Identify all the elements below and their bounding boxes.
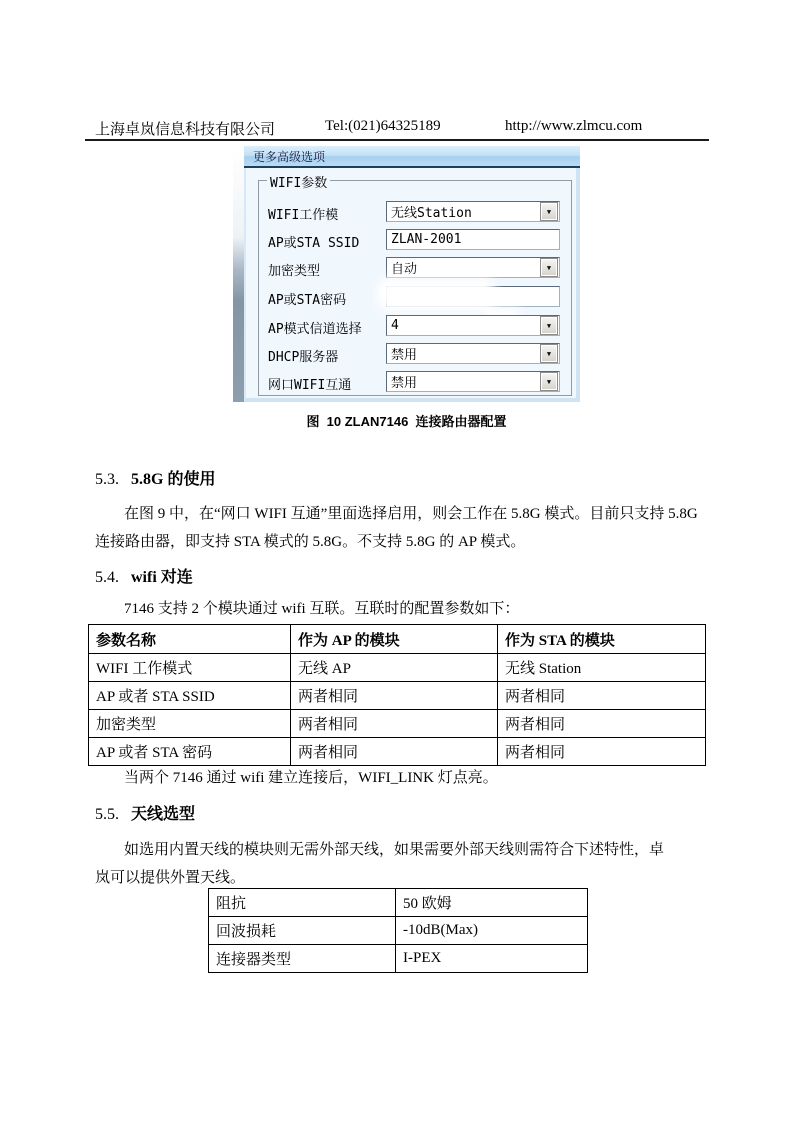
wifi-params-groupbox xyxy=(258,176,572,396)
table-row xyxy=(89,682,706,710)
dropdown-arrow-icon[interactable]: ▼ xyxy=(540,372,558,391)
dhcp-server-combobox[interactable] xyxy=(386,343,560,364)
table-cell: 阻抗 xyxy=(209,889,396,917)
combobox-value: 禁用 xyxy=(391,376,418,391)
groupbox-label: WIFI参数 xyxy=(267,172,330,191)
section-heading-5-5 xyxy=(95,801,195,824)
paragraph-line: 7146 支持 2 个模块通过 wifi 互联。互联时的配置参数如下： xyxy=(124,601,520,617)
section-number: 5.5. xyxy=(95,806,119,823)
field-row-wifi-mode xyxy=(259,201,571,223)
antenna-spec-table xyxy=(208,888,588,973)
section-title: 5.8G 的使用 xyxy=(131,471,216,488)
dropdown-arrow-icon[interactable]: ▼ xyxy=(540,202,558,221)
table-cell: 50 欧姆 xyxy=(396,889,588,917)
table-cell: AP 或者 STA SSID xyxy=(89,682,291,710)
table-row xyxy=(209,917,588,945)
table-row xyxy=(209,889,588,917)
paragraph-line: 当两个 7146 通过 wifi 建立连接后，WIFI_LINK 灯点亮。 xyxy=(124,770,498,786)
table-header-cell: 参数名称 xyxy=(89,625,291,654)
table-cell: -10dB(Max) xyxy=(396,917,588,945)
table-cell: 两者相同 xyxy=(291,710,498,738)
dialog-titlebar xyxy=(244,146,580,168)
table-cell: 回波损耗 xyxy=(209,917,396,945)
combobox-value: 自动 xyxy=(391,262,418,277)
field-label: AP模式信道选择 xyxy=(268,322,362,337)
phone-number: Tel:(021)64325189 xyxy=(325,118,441,134)
section-number: 5.3. xyxy=(95,471,119,488)
field-row-encryption xyxy=(259,257,571,279)
figure-screenshot xyxy=(233,146,580,404)
table-cell: 加密类型 xyxy=(89,710,291,738)
table-header-cell: 作为 AP 的模块 xyxy=(291,625,498,654)
encryption-combobox[interactable] xyxy=(386,257,560,278)
dialog-title: 更多高级选项 xyxy=(253,149,326,164)
table-cell: 两者相同 xyxy=(498,710,706,738)
table-row xyxy=(89,654,706,682)
field-label: DHCP服务器 xyxy=(268,350,339,365)
paragraph-line: 连接路由器，即支持 STA 模式的 5.8G。不支持 5.8G 的 AP 模式。 xyxy=(95,534,526,550)
field-label: AP或STA密码 xyxy=(268,293,347,308)
background-window-edge xyxy=(233,148,244,402)
password-blur-overlay xyxy=(377,278,495,311)
table-cell: 连接器类型 xyxy=(209,945,396,973)
field-row-channel xyxy=(259,315,571,337)
section-title: 天线选型 xyxy=(131,806,196,823)
section-heading-5-4 xyxy=(95,564,193,587)
section-number: 5.4. xyxy=(95,569,119,586)
combobox-value: 4 xyxy=(391,318,399,333)
combobox-value: 禁用 xyxy=(391,348,418,363)
table-cell: I-PEX xyxy=(396,945,588,973)
field-label: WIFI工作模 xyxy=(268,208,339,223)
website-url: http://www.zlmcu.com xyxy=(505,118,643,134)
table-cell: WIFI 工作模式 xyxy=(89,654,291,682)
table-cell: 两者相同 xyxy=(498,738,706,766)
combobox-value: 无线Station xyxy=(391,206,472,221)
paragraph-line: 如选用内置天线的模块则无需外部天线，如果需要外部天线则需符合下述特性，卓 xyxy=(124,842,665,858)
table-cell: 两者相同 xyxy=(291,738,498,766)
table-row xyxy=(89,738,706,766)
header-rule xyxy=(85,139,709,141)
field-row-ssid xyxy=(259,229,571,251)
figure-caption: 图 10 ZLAN7146 连接路由器配置 xyxy=(306,414,507,429)
dialog-body xyxy=(244,168,580,402)
dropdown-arrow-icon[interactable]: ▼ xyxy=(540,258,558,277)
wifi-mode-combobox[interactable] xyxy=(386,201,560,222)
field-row-password xyxy=(259,286,571,308)
company-name: 上海卓岚信息科技有限公司 xyxy=(95,122,276,138)
dropdown-arrow-icon[interactable]: ▼ xyxy=(540,316,558,335)
eth-wifi-bridge-combobox[interactable] xyxy=(386,371,560,392)
table-cell: AP 或者 STA 密码 xyxy=(89,738,291,766)
section-title: wifi 对连 xyxy=(131,569,193,586)
field-row-eth-wifi-bridge xyxy=(259,371,571,393)
field-label: 网口WIFI互通 xyxy=(268,378,352,393)
field-label: 加密类型 xyxy=(268,264,321,279)
field-row-dhcp xyxy=(259,343,571,365)
advanced-options-dialog xyxy=(244,146,580,404)
ssid-input[interactable]: ZLAN-2001 xyxy=(386,229,560,250)
ap-channel-combobox[interactable] xyxy=(386,315,560,336)
paragraph-line: 岚可以提供外置天线。 xyxy=(95,870,246,886)
section-heading-5-3 xyxy=(95,466,215,489)
dropdown-arrow-icon[interactable]: ▼ xyxy=(540,344,558,363)
field-label: AP或STA SSID xyxy=(268,236,360,251)
table-cell: 两者相同 xyxy=(498,682,706,710)
table-row xyxy=(209,945,588,973)
wifi-pairing-table xyxy=(88,624,706,766)
paragraph-line: 在图 9 中，在“网口 WIFI 互通”里面选择启用，则会工作在 5.8G 模式。目前只支持 5.8G xyxy=(124,506,698,522)
table-cell: 两者相同 xyxy=(291,682,498,710)
table-header-cell: 作为 STA 的模块 xyxy=(498,625,706,654)
table-header-row xyxy=(89,625,706,654)
table-cell: 无线 AP xyxy=(291,654,498,682)
table-row xyxy=(89,710,706,738)
table-cell: 无线 Station xyxy=(498,654,706,682)
